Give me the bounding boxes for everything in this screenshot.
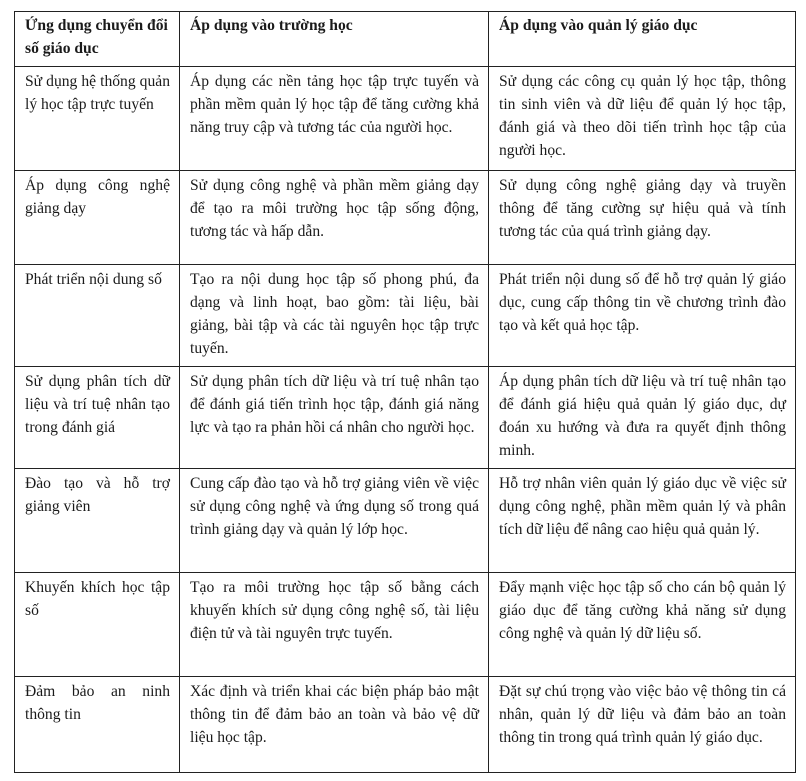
row-application-cell: Sử dụng hệ thống quản lý học tập trực tuyến (15, 67, 180, 171)
row-management-cell: Đẩy mạnh việc học tập số cho cán bộ quản lý giáo dục để tăng cường khả năng sử dụng công nghệ và quản lý dữ liệu số. (489, 573, 796, 677)
row-school-cell: Sử dụng công nghệ và phần mềm giảng dạy để tạo ra môi trường học tập sống động, tương tác và hấp dẫn. (180, 171, 489, 265)
row-management-cell: Sử dụng các công cụ quản lý học tập, thông tin sinh viên và dữ liệu để quản lý học tập, đánh giá và theo dõi tiến trình học tập của người học. (489, 67, 796, 171)
table-row (15, 171, 796, 265)
table-row (15, 265, 796, 367)
row-school-cell: Tạo ra nội dung học tập số phong phú, đa dạng và linh hoạt, bao gồm: tài liệu, bài giảng, bài tập và các tài nguyên học tập trực tuyến. (180, 265, 489, 367)
header-application: Ứng dụng chuyển đổi số giáo dục (15, 12, 180, 67)
table-row (15, 469, 796, 573)
row-management-cell: Đặt sự chú trọng vào việc bảo vệ thông tin cá nhân, quản lý dữ liệu và đảm bảo an toàn thông tin trong quá trình quản lý giáo dục. (489, 677, 796, 773)
row-application-cell: Đảm bảo an ninh thông tin (15, 677, 180, 773)
header-school: Áp dụng vào trường học (180, 12, 489, 67)
table-row (15, 677, 796, 773)
row-school-cell: Xác định và triển khai các biện pháp bảo mật thông tin để đảm bảo an toàn và bảo vệ dữ liệu học tập. (180, 677, 489, 773)
row-school-cell: Áp dụng các nền tảng học tập trực tuyến và phần mềm quản lý học tập để tăng cường khả năng truy cập và tương tác của người học. (180, 67, 489, 171)
row-school-cell: Cung cấp đào tạo và hỗ trợ giảng viên về việc sử dụng công nghệ và ứng dụng số trong quá trình giảng dạy và quản lý lớp học. (180, 469, 489, 573)
header-management: Áp dụng vào quản lý giáo dục (489, 12, 796, 67)
table-row (15, 67, 796, 171)
row-management-cell: Sử dụng công nghệ giảng dạy và truyền thông để tăng cường sự hiệu quả và tính tương tác của quá trình giảng dạy. (489, 171, 796, 265)
row-management-cell: Phát triển nội dung số để hỗ trợ quản lý giáo dục, cung cấp thông tin về chương trình đào tạo và kết quả học tập. (489, 265, 796, 367)
row-school-cell: Tạo ra môi trường học tập số bằng cách khuyến khích sử dụng công nghệ số, tài liệu điện tử và tài nguyên trực tuyến. (180, 573, 489, 677)
digital-transformation-table (14, 11, 796, 773)
table-row (15, 573, 796, 677)
row-school-cell: Sử dụng phân tích dữ liệu và trí tuệ nhân tạo để đánh giá tiến trình học tập, đánh giá năng lực và tạo ra phản hồi cá nhân cho người học. (180, 367, 489, 469)
row-management-cell: Áp dụng phân tích dữ liệu và trí tuệ nhân tạo để đánh giá hiệu quả quản lý giáo dục, dự đoán xu hướng và đưa ra quyết định thông minh. (489, 367, 796, 469)
row-application-cell: Sử dụng phân tích dữ liệu và trí tuệ nhân tạo trong đánh giá (15, 367, 180, 469)
row-application-cell: Áp dụng công nghệ giảng dạy (15, 171, 180, 265)
table-header-row (15, 12, 796, 67)
row-application-cell: Phát triển nội dung số (15, 265, 180, 367)
table-row (15, 367, 796, 469)
row-application-cell: Đào tạo và hỗ trợ giảng viên (15, 469, 180, 573)
row-application-cell: Khuyến khích học tập số (15, 573, 180, 677)
row-management-cell: Hỗ trợ nhân viên quản lý giáo dục về việc sử dụng công nghệ, phần mềm quản lý và phân tích dữ liệu để nâng cao hiệu quả quản lý. (489, 469, 796, 573)
